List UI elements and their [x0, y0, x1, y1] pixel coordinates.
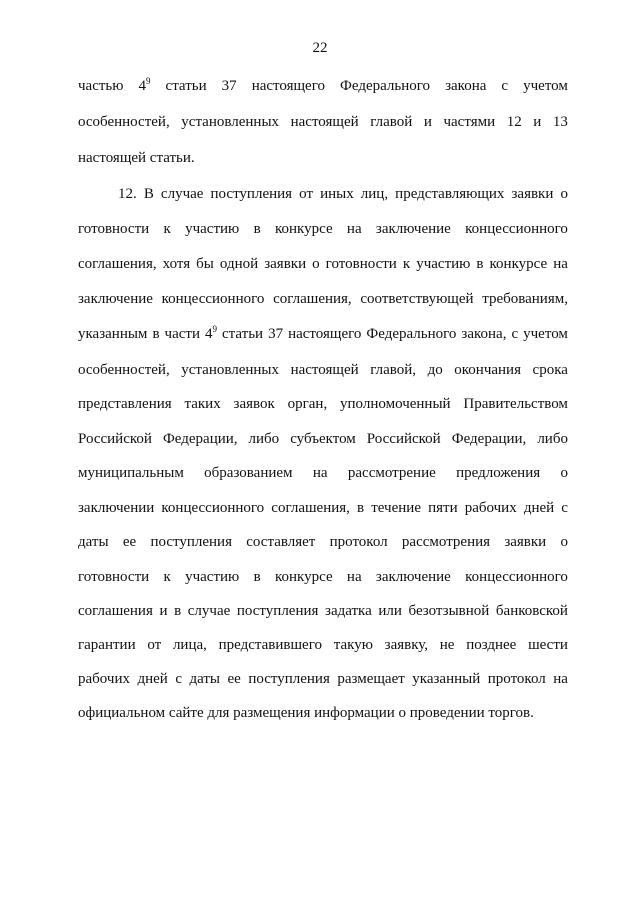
word: задатка — [325, 603, 372, 619]
word: даты — [189, 671, 221, 687]
word: на — [346, 569, 362, 585]
paragraph-first-line — [118, 184, 568, 204]
word: готовности — [325, 256, 397, 272]
word: на — [553, 671, 568, 687]
base-number: 4 — [138, 78, 146, 94]
text-line — [78, 601, 568, 621]
word: поступления — [236, 603, 319, 619]
word: о — [560, 465, 568, 481]
word: пяти — [428, 500, 458, 516]
word: поступления — [248, 671, 330, 687]
word: Федерального — [340, 78, 431, 94]
word: срока — [532, 362, 568, 378]
word: либо — [537, 431, 568, 447]
word: безотзывной — [408, 603, 490, 619]
word: участию — [185, 569, 240, 585]
word: течение — [371, 500, 421, 516]
text-line — [78, 429, 568, 449]
word: Федерации, — [451, 431, 527, 447]
word: хотя — [162, 256, 191, 272]
word: лица, — [172, 637, 207, 653]
word — [205, 324, 217, 344]
text-line — [78, 76, 568, 96]
word: В — [143, 186, 154, 202]
word: образованием — [204, 465, 293, 481]
text-line — [78, 289, 568, 309]
word: в — [152, 326, 160, 342]
text-line — [78, 498, 568, 518]
word: в — [253, 221, 261, 237]
word: на — [553, 256, 568, 272]
word: установленных — [181, 362, 280, 378]
superscript: 9 — [212, 324, 217, 334]
word: настоящей — [290, 114, 359, 130]
word: протокол — [487, 671, 546, 687]
word: иных — [320, 186, 354, 202]
word — [139, 76, 151, 96]
word: и — [159, 603, 168, 619]
word: с — [501, 78, 509, 94]
word: субъектом — [290, 431, 356, 447]
word: таких — [184, 396, 221, 412]
word: готовности — [78, 221, 150, 237]
text-line — [78, 360, 568, 380]
word: конкурсе — [274, 569, 333, 585]
word: указанным — [78, 326, 148, 342]
word: позднее — [466, 637, 517, 653]
word: с — [561, 500, 568, 516]
text-line — [78, 635, 568, 655]
word: концессионного — [161, 500, 265, 516]
word: заключение — [78, 291, 153, 307]
word: поступления — [210, 186, 293, 202]
paragraph-number: 12. — [118, 186, 137, 202]
word: учетом — [523, 78, 568, 94]
word: дней — [523, 500, 555, 516]
word: заключении — [78, 500, 155, 516]
word: в — [357, 500, 365, 516]
word: заявки — [264, 256, 307, 272]
word: настоящего — [251, 78, 325, 94]
text-line — [78, 112, 568, 132]
word: готовности — [78, 569, 150, 585]
word: заключение — [375, 569, 451, 585]
word: и — [533, 114, 542, 130]
word: статьи — [165, 78, 207, 94]
word: составляет — [246, 534, 316, 550]
word: с — [175, 671, 182, 687]
word: представляющих — [395, 186, 505, 202]
word: заявок — [233, 396, 275, 412]
word: 12 — [506, 114, 522, 130]
word: Федерального — [366, 326, 457, 342]
base-number: 4 — [204, 326, 213, 342]
word: о — [560, 186, 568, 202]
word: концессионного — [465, 569, 568, 585]
word: особенностей, — [78, 362, 170, 378]
word: дней — [137, 671, 168, 687]
word: указанный — [412, 671, 481, 687]
word: банковской — [495, 603, 568, 619]
word: либо — [248, 431, 280, 447]
word: протокол — [329, 534, 388, 550]
word: рабочих — [78, 671, 130, 687]
word: Федерации, — [162, 431, 238, 447]
word: рассмотрение — [347, 465, 436, 481]
word: ее — [227, 671, 241, 687]
word: до — [427, 362, 443, 378]
word: к — [402, 256, 411, 272]
word: главой — [370, 114, 413, 130]
text-line — [78, 532, 568, 552]
word: рабочих — [464, 500, 517, 516]
word: случае — [160, 186, 204, 202]
word: настоящей — [290, 362, 359, 378]
word: участию — [416, 256, 471, 272]
word: размещает — [337, 671, 405, 687]
word: заключение — [375, 221, 451, 237]
word: заявки — [504, 534, 547, 550]
text-line — [78, 567, 568, 587]
text-line — [78, 219, 568, 239]
word: случае — [187, 603, 231, 619]
word: поступления — [150, 534, 232, 550]
text-line — [78, 394, 568, 414]
word: соответствующей — [360, 291, 474, 307]
word: соглашения, — [78, 256, 157, 272]
word: главой, — [370, 362, 416, 378]
word: от — [299, 186, 313, 202]
word: концессионного — [465, 221, 568, 237]
word: 37 — [221, 78, 237, 94]
word: в — [253, 569, 261, 585]
word: учетом — [523, 326, 568, 342]
word: особенностей, — [78, 114, 170, 130]
word: статьи — [221, 326, 264, 342]
word: рассмотрения — [401, 534, 491, 550]
text-line: официальном сайте для размещения информации о проведении торгов. — [78, 705, 534, 721]
word: муниципальным — [78, 465, 184, 481]
word: лиц, — [360, 186, 389, 202]
word: соглашения, — [273, 291, 352, 307]
word: соглашения, — [271, 500, 350, 516]
word: с — [511, 326, 519, 342]
text-line — [78, 463, 568, 483]
word: и — [423, 114, 432, 130]
word: такую — [333, 637, 373, 653]
word: не — [439, 637, 455, 653]
word: закона — [445, 78, 487, 94]
word: шести — [528, 637, 568, 653]
word: или — [378, 603, 402, 619]
word: одной — [219, 256, 259, 272]
word: к — [163, 569, 171, 585]
word: в — [174, 603, 182, 619]
word: уполномоченный — [340, 396, 451, 412]
word: 37 — [268, 326, 284, 342]
word: гарантии — [78, 637, 136, 653]
text-line — [78, 669, 568, 689]
word: конкурсе — [489, 256, 548, 272]
text-line — [78, 254, 568, 274]
word: соглашения — [78, 603, 153, 619]
word: на — [346, 221, 362, 237]
word: участию — [185, 221, 240, 237]
word: конкурсе — [274, 221, 333, 237]
page-number: 22 — [312, 40, 328, 56]
word: частями — [443, 114, 496, 130]
word: представившего — [218, 637, 322, 653]
word: окончания — [454, 362, 521, 378]
word: Российской — [366, 431, 441, 447]
text-line — [78, 324, 568, 344]
word: о — [560, 534, 568, 550]
word: орган, — [287, 396, 328, 412]
word: концессионного — [161, 291, 265, 307]
text-line: настоящей статьи. — [78, 150, 195, 166]
word: закона, — [461, 326, 507, 342]
word: о — [312, 256, 320, 272]
word: заявки — [511, 186, 554, 202]
word: установленных — [181, 114, 280, 130]
word: от — [147, 637, 162, 653]
word: Правительством — [463, 396, 568, 412]
word: на — [312, 465, 328, 481]
word: 13 — [552, 114, 568, 130]
word: настоящего — [288, 326, 362, 342]
word: представления — [78, 396, 172, 412]
word: Российской — [78, 431, 152, 447]
word: ее — [122, 534, 137, 550]
word: предложения — [456, 465, 541, 481]
word: к — [163, 221, 171, 237]
word: бы — [196, 256, 214, 272]
word: даты — [78, 534, 109, 550]
superscript: 9 — [146, 76, 151, 86]
word: в — [476, 256, 484, 272]
word: частью — [78, 78, 124, 94]
word: требованиям, — [482, 291, 568, 307]
word: заявку, — [384, 637, 429, 653]
word: части — [164, 326, 200, 342]
